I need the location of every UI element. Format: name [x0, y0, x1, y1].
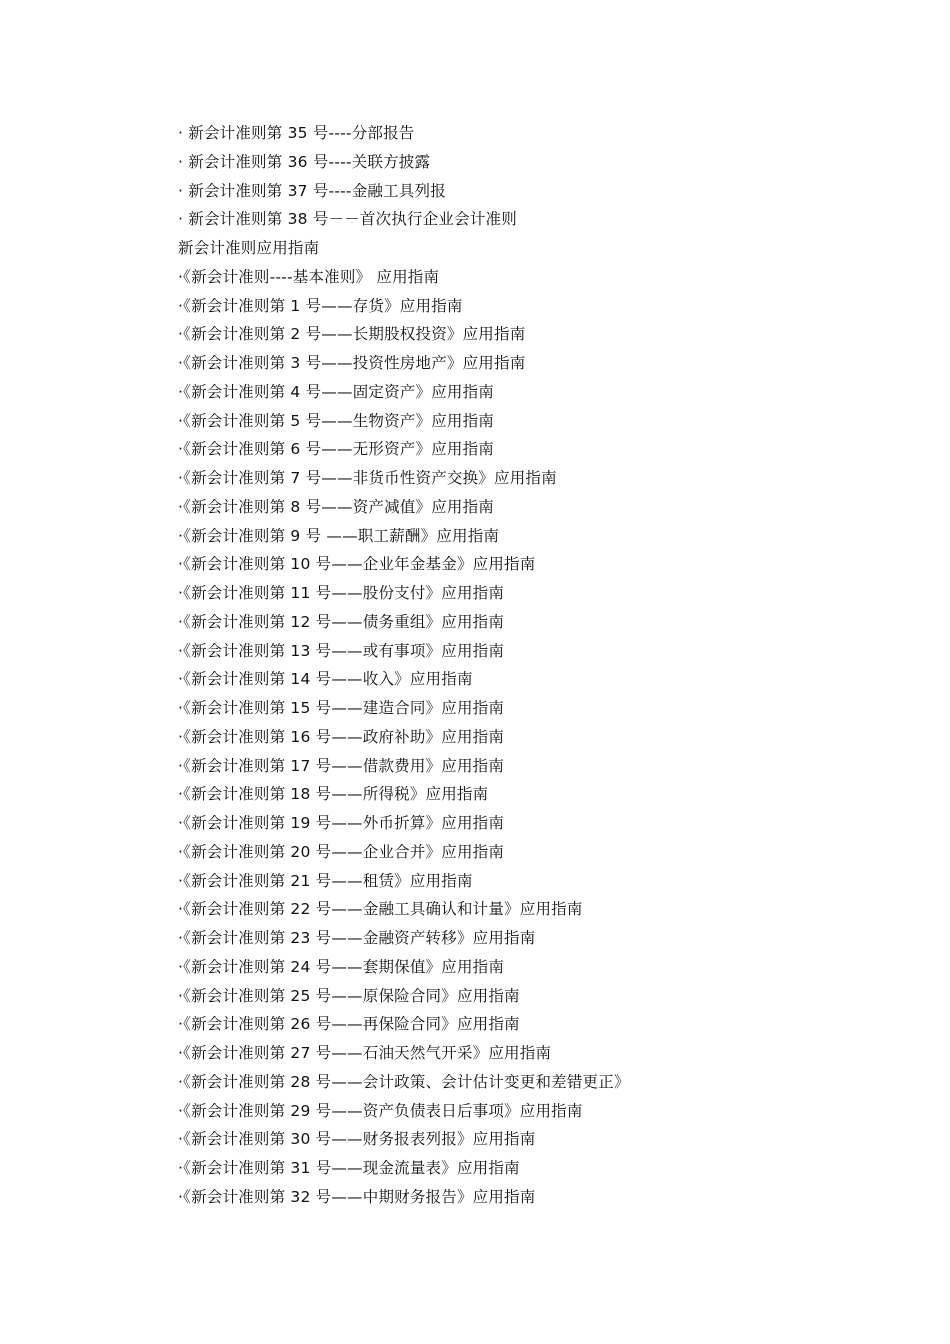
guide-item-29: ·《新会计准则第 29 号——资产负债表日后事项》应用指南 — [178, 1101, 583, 1120]
guide-item-28: ·《新会计准则第 28 号——会计政策、会计估计变更和差错更正》 — [178, 1072, 630, 1091]
guide-item-25: ·《新会计准则第 25 号——原保险合同》应用指南 — [178, 986, 520, 1005]
guide-item-4: ·《新会计准则第 4 号——固定资产》应用指南 — [178, 382, 494, 401]
guide-item-7: ·《新会计准则第 7 号——非货币性资产交换》应用指南 — [178, 469, 557, 487]
standard-item-36: · 新会计准则第 36 号----关联方披露 — [178, 152, 431, 171]
guide-item-13: ·《新会计准则第 13 号——或有事项》应用指南 — [178, 641, 505, 660]
standard-item-37: · 新会计准则第 37 号----金融工具列报 — [178, 181, 446, 200]
guide-item-14: ·《新会计准则第 14 号——收入》应用指南 — [178, 670, 473, 689]
standard-item-35: · 新会计准则第 35 号----分部报告 — [178, 124, 415, 142]
guide-item-basic: ·《新会计准则----基本准则》 应用指南 — [178, 267, 440, 286]
guide-item-18: ·《新会计准则第 18 号——所得税》应用指南 — [178, 785, 489, 804]
guide-item-12: ·《新会计准则第 12 号——债务重组》应用指南 — [178, 612, 505, 631]
guide-item-31: ·《新会计准则第 31 号——现金流量表》应用指南 — [178, 1159, 520, 1177]
guide-item-22: ·《新会计准则第 22 号——金融工具确认和计量》应用指南 — [178, 900, 583, 919]
document-content — [178, 119, 898, 1212]
guide-item-17: ·《新会计准则第 17 号——借款费用》应用指南 — [178, 756, 505, 775]
guide-item-21: ·《新会计准则第 21 号——租赁》应用指南 — [178, 871, 473, 890]
guide-item-1: ·《新会计准则第 1 号——存货》应用指南 — [178, 296, 463, 315]
guide-item-23: ·《新会计准则第 23 号——金融资产转移》应用指南 — [178, 929, 536, 947]
guide-item-20: ·《新会计准则第 20 号——企业合并》应用指南 — [178, 842, 505, 861]
guide-item-16: ·《新会计准则第 16 号——政府补助》应用指南 — [178, 727, 505, 746]
guide-item-27: ·《新会计准则第 27 号——石油天然气开采》应用指南 — [178, 1044, 552, 1062]
guide-item-2: ·《新会计准则第 2 号——长期股权投资》应用指南 — [178, 325, 526, 344]
guide-item-10: ·《新会计准则第 10 号——企业年金基金》应用指南 — [178, 555, 536, 574]
guide-item-9: ·《新会计准则第 9 号 ——职工薪酬》应用指南 — [178, 526, 500, 545]
guide-item-3: ·《新会计准则第 3 号——投资性房地产》应用指南 — [178, 354, 526, 372]
guide-item-6: ·《新会计准则第 6 号——无形资产》应用指南 — [178, 440, 494, 459]
standard-item-38: · 新会计准则第 38 号－－首次执行企业会计准则 — [178, 210, 517, 229]
guide-item-8: ·《新会计准则第 8 号——资产减值》应用指南 — [178, 497, 494, 516]
section-heading: 新会计准则应用指南 — [178, 239, 320, 257]
guide-item-26: ·《新会计准则第 26 号——再保险合同》应用指南 — [178, 1015, 520, 1034]
guide-item-32: ·《新会计准则第 32 号——中期财务报告》应用指南 — [178, 1187, 536, 1206]
guide-item-24: ·《新会计准则第 24 号——套期保值》应用指南 — [178, 957, 505, 976]
guide-item-11: ·《新会计准则第 11 号——股份支付》应用指南 — [178, 584, 505, 602]
guide-item-19: ·《新会计准则第 19 号——外币折算》应用指南 — [178, 814, 505, 832]
guide-item-30: ·《新会计准则第 30 号——财务报表列报》应用指南 — [178, 1130, 536, 1149]
guide-item-5: ·《新会计准则第 5 号——生物资产》应用指南 — [178, 411, 494, 430]
guide-item-15: ·《新会计准则第 15 号——建造合同》应用指南 — [178, 699, 505, 717]
